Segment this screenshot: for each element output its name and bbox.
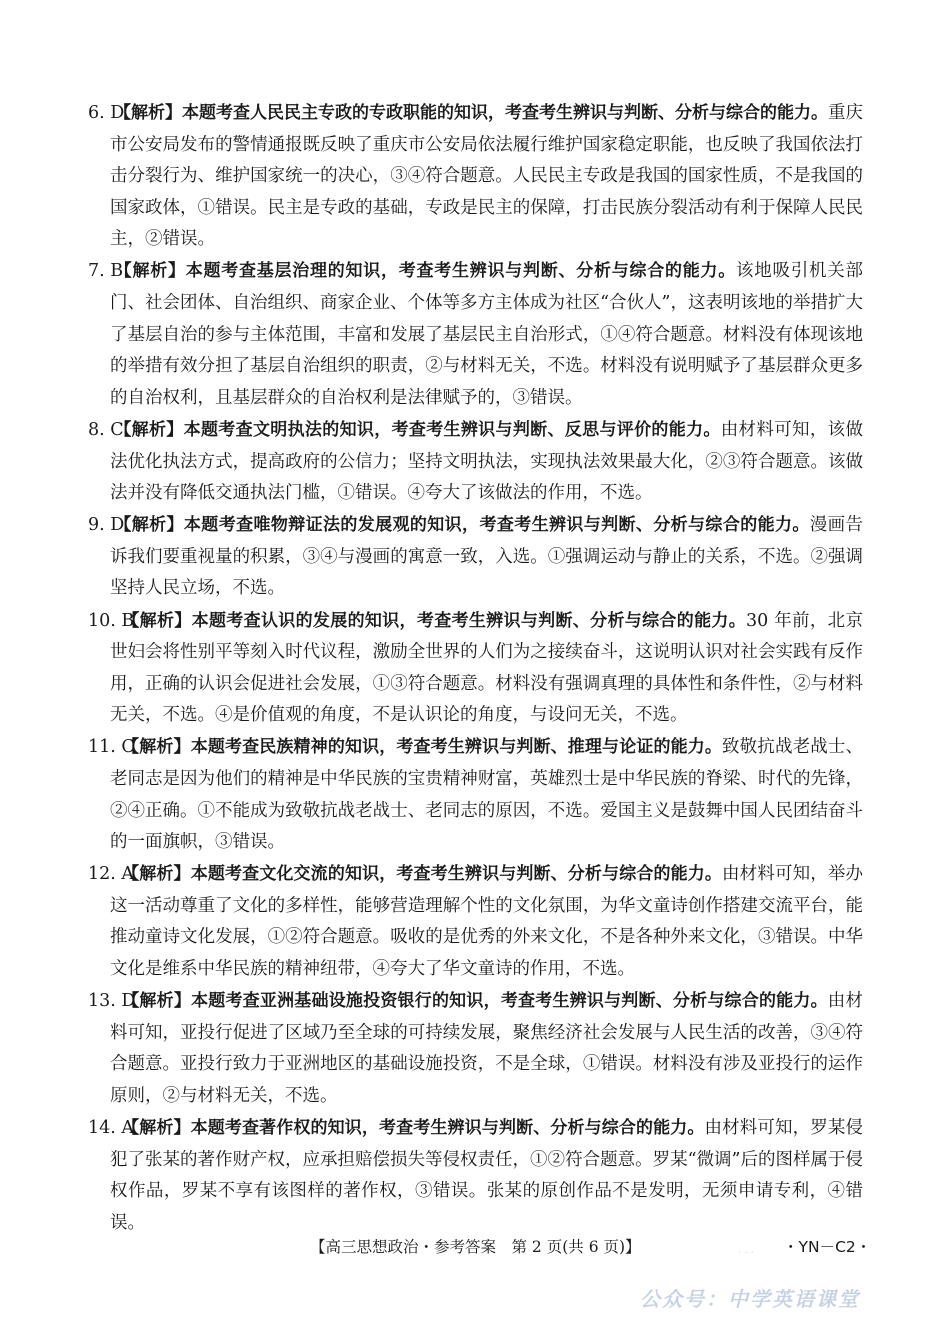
footer-code: ・YN－C2・ [783,1238,872,1256]
answer-number: 11. C [88,737,135,758]
answer-body [88,103,863,249]
analysis-topic: 本题考查基层治理的知识，考查考生辨识与判断、分析与综合的能力。 [185,261,736,282]
analysis-topic: 本题考查著作权的知识，考查考生辨识与判断、分析与综合的能力。 [190,1118,705,1138]
answer-number: 6. D [88,103,125,123]
analysis-text: 该地吸引机关部门、社会团体、自治组织、商家企业、个体等多方主体成为社区“合伙人”，这表明该地的举措扩大了基层自治的参与主体范围，丰富和发展了基层民主自治形式，①④符合题意。材料没有体现该地的举措有效分担了基层自治组织的职责，②与材料无关，不选。材料没有说明赋予了基层群众更多的自治权利，且基层群众的自治权利是法律赋予的，③错误。 [110,261,863,408]
analysis-label: 【解析】 [114,419,184,440]
analysis-text: 由材料可知，该做法优化执法方式，提高政府的公信力；坚持文明执法，实现执法效果最大化，②③符合题意。该做法并没有降低交通执法门槛，①错误。④夸大了该做法的作用，不选。 [110,419,864,504]
answer-number: 14. A [88,1118,135,1138]
analysis-label: 【解析】 [122,864,191,885]
analysis-text: 由材料可知，亚投行促进了区域乃至全球的可持续发展，聚焦经济社会发展与人民生活的改善，③④符合题意。亚投行致力于亚洲地区的基础设施投资，不是全球，①错误。材料没有涉及亚投行的运作原则，②与材料无关，不选。 [110,991,864,1106]
answer-list [88,98,863,1240]
analysis-label: 【解析】 [122,1118,191,1138]
answer-item [88,859,863,985]
scan-dots: · · · [738,1248,754,1259]
answer-item [88,1113,863,1239]
analysis-label: 【解析】 [114,261,186,282]
answer-body [88,991,863,1106]
answer-item [88,986,863,1112]
answer-number: 8. C [88,419,124,440]
watermark-text: 公众号：中学英语课堂 [640,1287,860,1311]
footer-page-info: 【高三思想政治・参考答案 第 2 页(共 6 页)】 [310,1238,641,1256]
analysis-topic: 本题考查文明执法的知识，考查考生辨识与判断、反思与评价的能力。 [183,419,721,440]
analysis-topic: 本题考查民族精神的知识，考查考生辨识与判断、推理与论证的能力。 [190,737,723,758]
answer-item [88,606,863,732]
answer-number: 10. B [88,610,135,631]
answer-body [88,1118,863,1233]
analysis-text: 重庆市公安局发布的警情通报既反映了重庆市公安局依法履行维护国家稳定职能，也反映了我国依法打击分裂行为、维护国家统一的决心，③④符合题意。人民民主专政是我国的国家性质，不是我国的国家政体，①错误。民主是专政的基础，专政是民主的保障，打击民族分裂活动有利于保障人民民主，②错误。 [110,103,863,250]
analysis-topic: 本题考查亚洲基础设施投资银行的知识，考查考生辨识与判断、分析与综合的能力。 [191,991,828,1012]
answer-body [88,864,863,979]
answer-body [88,261,863,407]
analysis-text: 漫画告诉我们要重视量的积累，③④与漫画的寓意一致，入选。①强调运动与静止的关系，不选。②强调坚持人民立场，不选。 [110,515,864,599]
answer-body [88,611,863,726]
answer-item [88,98,863,256]
analysis-text: 由材料可知，罗某侵犯了张某的著作财产权，应承担赔偿损失等侵权责任，①②符合题意。罗某“微调”后的图样属于侵权作品，罗某不享有该图样的著作权，③错误。张某的原创作品不是发明，无须申请专利，④错误。 [110,1118,864,1233]
analysis-label: 【解析】 [122,610,192,631]
answer-number: 12. A [88,864,135,885]
analysis-topic: 本题考查文化交流的知识，考查考生辨识与判断、分析与综合的能力。 [190,864,723,885]
answer-number: 9. D [88,515,125,536]
analysis-label: 【解析】 [122,737,191,758]
answer-item [88,415,863,510]
answer-number: 7. B [88,261,124,282]
answer-body [88,515,863,598]
answer-item [88,732,863,858]
answer-body [88,420,863,503]
answer-number: 13. D [88,991,136,1012]
analysis-text: 致敬抗战老战士、老同志是因为他们的精神是中华民族的宝贵精神财富，英雄烈士是中华民族的脊梁、时代的先锋，②④正确。①不能成为致敬抗战老战士、老同志的原因，不选。爱国主义是鼓舞中国人民团结奋斗的一面旗帜，③错误。 [110,737,864,853]
analysis-label: 【解析】 [114,515,184,536]
analysis-label: 【解析】 [122,991,192,1012]
analysis-topic: 本题考查认识的发展的知识，考查考生辨识与判断、分析与综合的能力。 [191,610,747,631]
answer-item [88,510,863,605]
analysis-topic: 本题考查唯物辩证法的发展观的知识，考查考生辨识与判断、分析与综合的能力。 [183,515,810,536]
analysis-topic: 本题考查人民民主专政的专政职能的知识，考查考生辨识与判断、分析与综合的能力。 [182,103,828,123]
answer-body [88,737,863,852]
analysis-label: 【解析】 [114,103,182,123]
analysis-text: 由材料可知，举办这一活动尊重了文化的多样性，能够营造理解个性的文化氛围，为华文童诗创作搭建交流平台，能推动童诗文化发展，①②符合题意。吸收的是优秀的外来文化，不是各种外来文化，③错误。中华文化是维系中华民族的精神纽带，④夸大了华文童诗的作用，不选。 [110,864,864,980]
analysis-text: 30 年前，北京世妇会将性别平等刻入时代议程，激励全世界的人们为之接续奋斗，这说明认识对社会实践有反作用，正确的认识会促进社会发展，①③符合题意。材料没有强调真理的具体性和条件性，②与材料无关，不选。④是价值观的角度，不是认识论的角度，与设问无关，不选。 [110,610,864,726]
answer-item [88,256,863,414]
